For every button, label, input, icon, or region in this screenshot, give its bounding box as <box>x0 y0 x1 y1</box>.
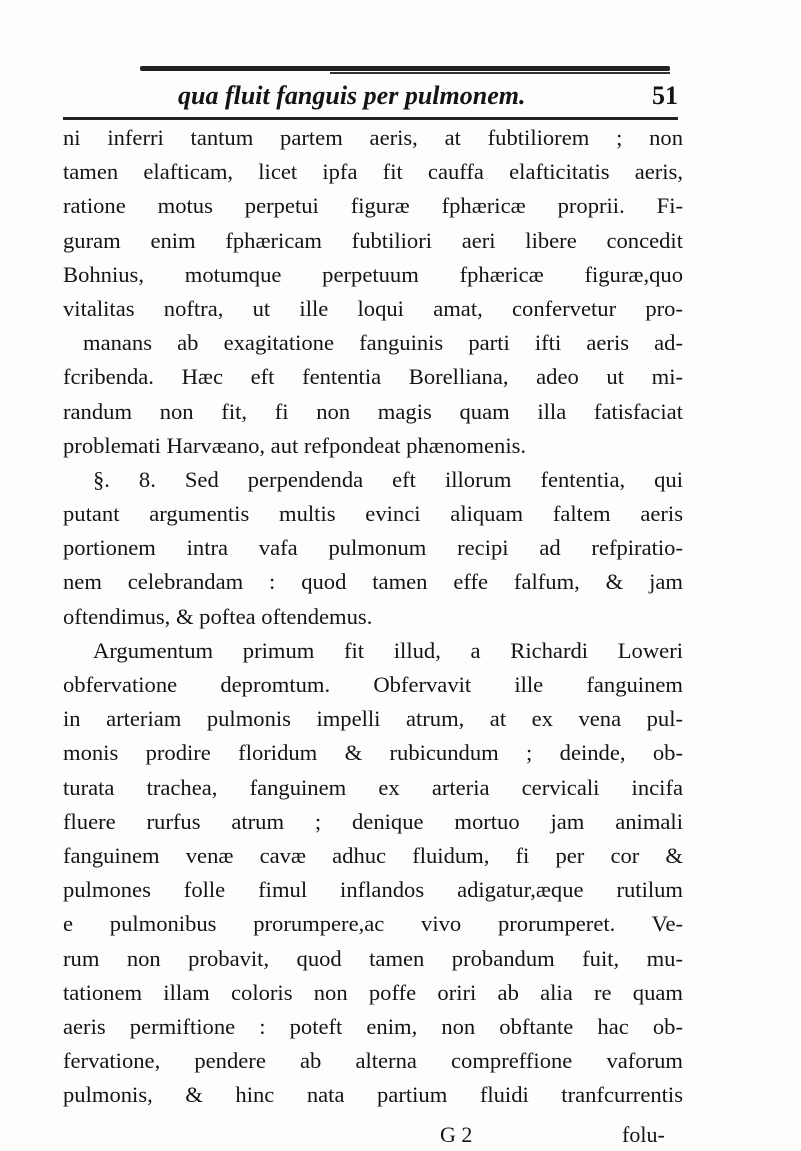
body-text <box>63 121 683 1112</box>
text-line: pulmones folle fimul inflandos adigatur,æque rutilum <box>63 877 683 903</box>
text-line: putant argumentis multis evinci aliquam faltem aeris <box>63 501 683 527</box>
page-header <box>178 80 678 112</box>
text-line: turata trachea, fanguinem ex arteria cervicali incifa <box>63 774 683 800</box>
catchword: folu- <box>622 1122 665 1147</box>
text-line: Bohnius, motumque perpetuum fphæricæ figuræ,quo <box>63 261 683 287</box>
text-line: ni inferri tantum partem aeris, at fubtiliorem ; non <box>63 125 683 150</box>
text-line: fluere rurfus atrum ; denique mortuo jam animali <box>63 808 683 834</box>
text-line: oftendimus, & poftea oftendemus. <box>63 603 373 629</box>
text-line: fervatione, pendere ab alterna compreffione vaforum <box>63 1048 683 1074</box>
text-line: randum non fit, fi non magis quam illa fatisfaciat <box>63 398 683 424</box>
top-rule <box>140 66 670 71</box>
text-line: fcribenda. Hæc eft fententia Borelliana, adeo ut mi- <box>63 364 683 390</box>
text-line: problemati Harvæano, aut refpondeat phænomenis. <box>63 432 527 458</box>
page-number: 51 <box>652 81 678 110</box>
paragraph-start-line: §. 8. Sed perpendenda eft illorum fententia, qui <box>93 466 683 492</box>
running-title: qua fluit fanguis per pulmonem. <box>178 81 526 110</box>
text-line: tamen elafticam, licet ipfa fit cauffa elafticitatis aeris, <box>63 159 683 185</box>
text-line: vitalitas noftra, ut ille loqui amat, confervetur pro- <box>63 295 683 321</box>
text-line: monis prodire floridum & rubicundum ; deinde, ob- <box>63 740 683 766</box>
text-line: tationem illam coloris non poffe oriri ab alia re quam <box>63 979 683 1005</box>
text-line: pulmonis, & hinc nata partium fluidi tranfcurrentis <box>63 1082 683 1108</box>
text-line: e pulmonibus prorumpere,ac vivo prorumperet. Ve- <box>63 911 683 937</box>
header-rule <box>63 117 678 120</box>
top-rule-thin <box>330 72 670 74</box>
signature-mark: G 2 <box>440 1122 473 1147</box>
text-line: portionem intra vafa pulmonum recipi ad refpiratio- <box>63 535 683 561</box>
text-line: fanguinem venæ cavæ adhuc fluidum, fi per cor & <box>63 842 683 868</box>
text-line: aeris permiftione : poteft enim, non obftante hac ob- <box>63 1013 683 1039</box>
text-line: guram enim fphæricam fubtiliori aeri libere concedit <box>63 227 683 253</box>
text-line: rum non probavit, quod tamen probandum fuit, mu- <box>63 945 683 971</box>
text-line: in arteriam pulmonis impelli atrum, at ex vena pul- <box>63 706 683 732</box>
text-line: nem celebrandam : quod tamen effe falfum, & jam <box>63 569 683 595</box>
text-line: ratione motus perpetui figuræ fphæricæ proprii. Fi- <box>63 193 683 219</box>
text-line: manans ab exagitatione fanguinis parti ifti aeris ad- <box>83 330 683 356</box>
paragraph-start-line: Argumentum primum fit illud, a Richardi Loweri <box>93 637 683 663</box>
text-line: obfervatione depromtum. Obfervavit ille fanguinem <box>63 672 683 697</box>
